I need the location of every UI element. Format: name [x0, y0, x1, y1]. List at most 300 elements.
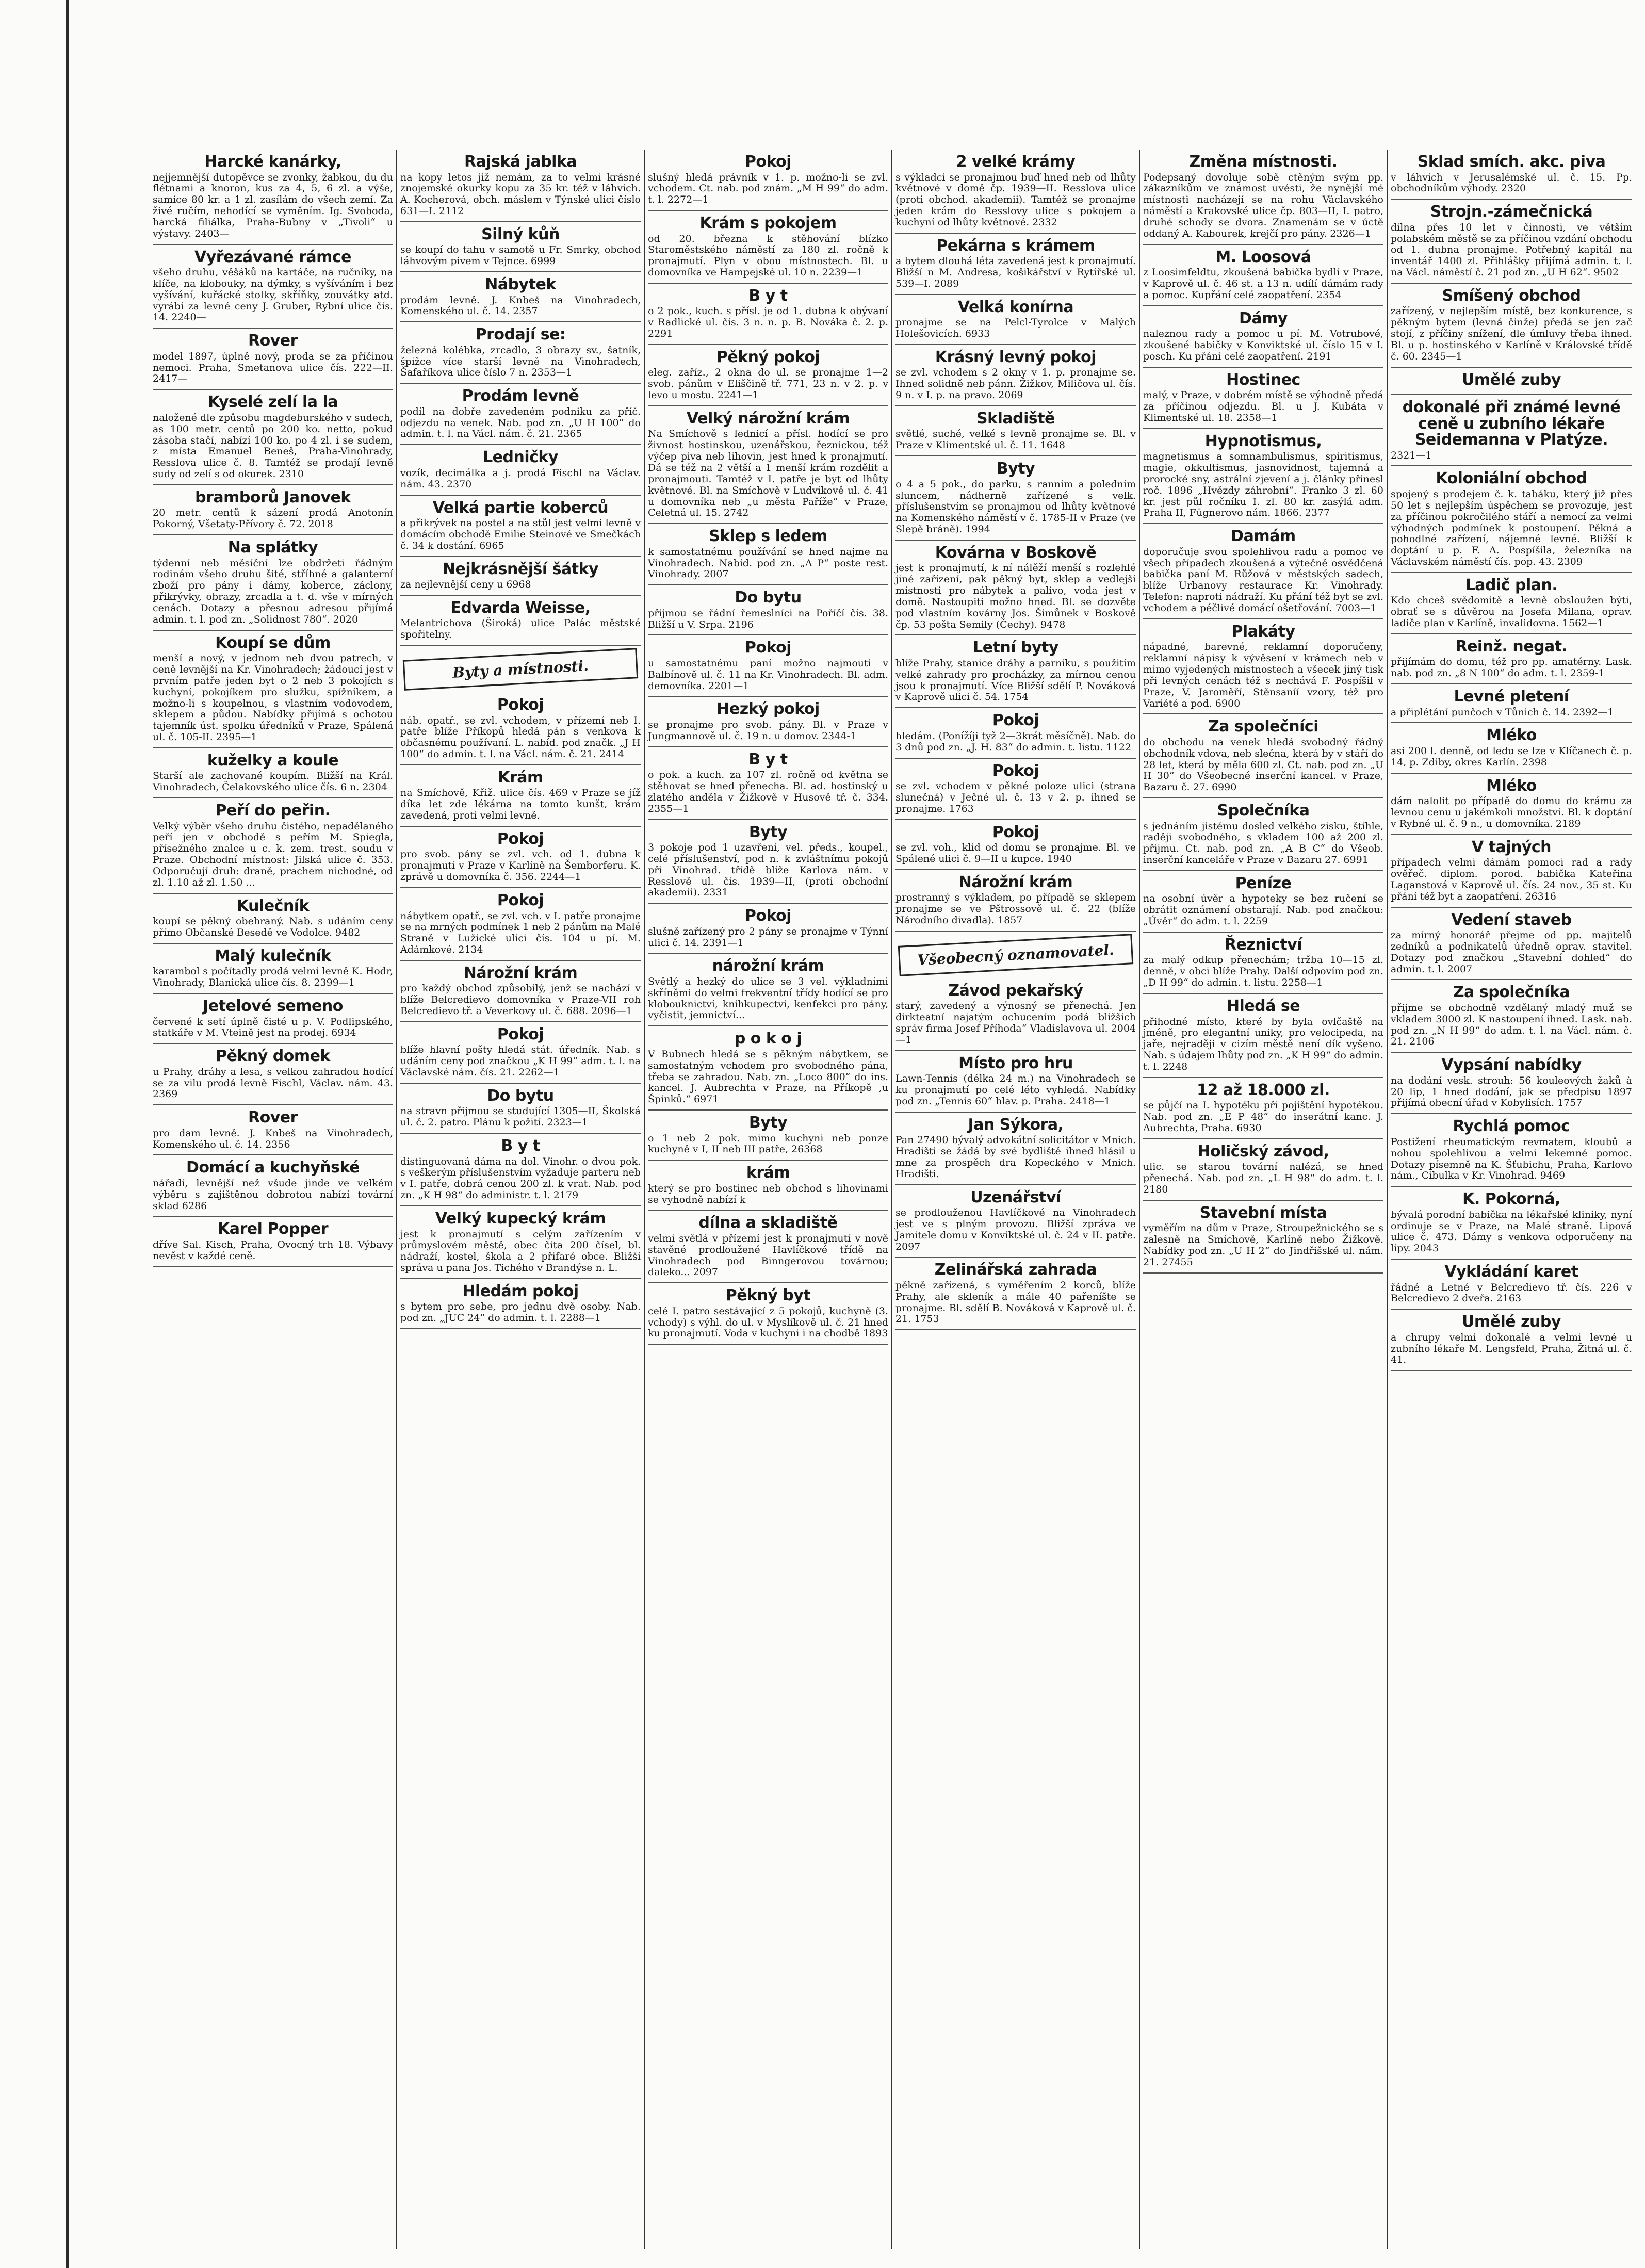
ad-text: Pan 27490 bývalý advokátní solicitátor v Mnich. Hradišti se žádá by své bydliště ihned hlásil u mne za prospěch dra Kopeckého v Mnich. Hradišti.	[895, 1134, 1136, 1180]
ad-text: distinguovaná dáma na dol. Vinohr. o dvou pok. s veškerým příslušenstvím vyžaduje parteru neb v I. patře, dobrá cenou 200 zl. k vrat. Nab. pod zn. „K H 98“ do administr. t. l. 2179	[400, 1155, 641, 1201]
ad-text: u samostatnému paní možno najmouti v Balbínově ul. č. 11 na Kr. Vinohradech. Bl. adm. demovníka. 2201—1	[648, 657, 888, 692]
ad-headline: K. Pokorná,	[1462, 1190, 1560, 1209]
ad-headline: Rover	[248, 1108, 298, 1127]
ad-headline: Plakáty	[1231, 622, 1295, 641]
ad-text: na dodání vesk. strouh: 56 kouleových žaků à 20 lip, 1 hned dodání, jak se předpisu 1897 přijímá obecní úřad v Kobylisích. 1757	[1391, 1074, 1632, 1109]
ad-headline: 2 velké krámy	[956, 153, 1076, 171]
ad-headline: Koupí se dům	[215, 633, 331, 652]
classified-ad	[400, 1084, 641, 1134]
classified-ad	[895, 1258, 1136, 1330]
ad-text: pěkně zařízená, s vyměřením 2 korců, blíže Prahy, ale skleník a mále 40 pařeníšte se pronajme. Bl. sdělí B. Nováková v Kaprově ul. č. 21. 1753	[895, 1279, 1136, 1325]
classified-ad	[648, 1283, 888, 1345]
ad-headline: Pokoj	[497, 1025, 544, 1043]
classified-ad	[153, 329, 393, 390]
classified-ad	[400, 557, 641, 596]
ad-headline: Stavební místa	[1199, 1203, 1327, 1222]
ad-text: Lawn-Tennis (délka 24 m.) na Vinohradech se ku pronajmutí po celé léto vyhledá. Nabídky pod zn. „Tennis 60“ hlav. p. Praha. 2418—1	[895, 1073, 1136, 1107]
ad-headline: bramborů Janovek	[195, 488, 351, 507]
ad-text: nábytkem opatř., se zvl. vch. v I. patře pronajme se na mrných podmínek 1 neb 2 pánům na Malé Straně v Lužické ulici čís. 104 u pí. M. Adámkové. 2134	[400, 910, 641, 956]
ad-headline: Letní byty	[973, 639, 1058, 657]
classified-ad	[153, 1217, 393, 1267]
ad-headline: Zelinářská zahrada	[934, 1261, 1097, 1279]
ad-headline: Hezký pokoj	[716, 700, 820, 719]
ad-text: k samostatnému používání se hned najme na Vinohradech. Nabíd. pod zn. „A P“ poste rest. Vinohrady. 2007	[648, 546, 888, 580]
ad-text: za malý odkup přenechám; tržba 10—15 zl. denně, v obci blíže Prahy. Další odpovím pod zn. „D H 99“ do admin. t. listu. 2258—1	[1143, 954, 1383, 989]
ad-text: na Smíchově, Křiž. ulice čís. 469 v Praze se jíž díka let zde lékárna na tomto kunšt, krám zavedená, proti velmi levně.	[400, 787, 641, 822]
ad-text: Světlý a hezký do ulice se 3 vel. výkladními skříněmi do velmi frekventní třídy hodící se pro klobouknictví, knihkupectví, kenfekci pro pány, vyčistit, jemnictví...	[648, 975, 888, 1021]
classified-ad	[1391, 980, 1632, 1053]
ad-text: s jednáním jistému dosled velkého zisku, štíhle, raději svobodného, s vkladem 100 až 200 zl. přijmu. Ct. nab. pod zn. „A B C“ do Všeob. inserční kanceláře v Praze v Bazaru 27. 6991	[1143, 820, 1383, 866]
ad-text: a přikrývek na postel a na stůl jest velmi levně v domácím obchodě Emilie Steinové ve Smečkách č. 34 k dostání. 6965	[400, 517, 641, 551]
ad-text: za nejlevnější ceny u 6968	[400, 579, 531, 591]
classified-ad	[1143, 714, 1383, 798]
ad-text: na osobní úvěr a hypoteky se bez ručení se obrátit oznámení obstarají. Nab. pod značkou: „Úvěr“ do adm. t. l. 2259	[1143, 893, 1383, 927]
classified-ad	[895, 456, 1136, 541]
classified-ad	[153, 944, 393, 994]
ad-headline: Byty	[748, 1114, 788, 1132]
ad-text: přijímám do domu, též pro pp. amatérny. Lask. nab. pod zn. „8 N 100“ do adm. t. l. 2359-1	[1391, 656, 1632, 679]
classified-ad	[1143, 1139, 1383, 1201]
classified-ad	[1391, 573, 1632, 634]
ad-text: se pronajme pro svob. pány. Bl. v Praze v Jungmannově ul. č. 19 n. u domov. 2344-1	[648, 719, 888, 742]
ad-text: doporučuje svou spolehlivou radu a pomoc ve všech případech zkoušená a výtečně osvědčená babička paní M. Růžová v městských sadech, blíže Urbanovy restaurace Kr. Vinohrady. Telefon: naproti nádraží. Ku přání též byt se zvl. vchodem a péčlivé domácí ošetřování. 7003—1	[1143, 546, 1383, 614]
page-fold-line	[66, 0, 69, 2268]
classified-ad	[895, 295, 1136, 345]
ad-text: nápadné, barevné, reklamní doporučeny, reklamní nápisy k vývěsení v krámech neb v mimo vyjedených místnostech a všecek jiný tisk při levných cenách též s nechává F. Pospíšil v Praze, V. Jaroměří, Stěnsaníí vzory, též pro Variété a pod. 6900	[1143, 641, 1383, 709]
ad-text: týdenní neb měsíční lze obdržeti řádným rodinám všeho druhu šité, stříhné a galanterní zboží pro pány i dámy, koberce, záclony, přikrývky, obrazy, zrcadla a t. d. vše v mírných cenách. Dotazy a přesnou adresou přijímá admin. t. l. pod zn. „Solidnost 780“. 2020	[153, 557, 393, 625]
classified-ad	[1143, 994, 1383, 1078]
classified-ad	[648, 345, 888, 406]
classified-ad	[153, 535, 393, 631]
classified-ad	[895, 345, 1136, 406]
column-4	[892, 150, 1140, 2249]
ad-headline: Karel Popper	[217, 1220, 329, 1238]
ad-text: magnetismus a somnambulismus, spiritismus, magie, okkultismus, jasnovidnost, tajemná a prorocké sny, astrální zjevení a j. články přinesl roč. 1896 „Hvězdy záhrobní“. Franko 3 zl. 60 kr. jest půl ročníku I. zl. 80 kr. zasýlá adm. Praha II, Fügnerovo nám. 1866. 2377	[1143, 451, 1383, 519]
classified-ad	[895, 870, 1136, 932]
classified-ad	[1391, 1187, 1632, 1260]
classified-ad	[1391, 368, 1632, 396]
ad-headline: Pokoj	[497, 891, 544, 909]
section-banner: Byty a místnosti.	[403, 648, 638, 691]
column-5	[1140, 150, 1388, 2249]
ad-text: červené k setí úplně čisté u p. V. Podlipského, statkáře v M. Vteině jest na prodej. 6934	[153, 1016, 393, 1039]
ad-text: starý, zavedený a výnosný se přenechá. Jen dirkteatní najatým ochucením podá bližších správ firma Josef Příhoda“ Vladislavova ul. 2004—1	[895, 1000, 1136, 1046]
ad-text: se prodlouženou Havlíčkové na Vinohradech jest ve s plným provozu. Bližší zpráva ve Jamitele domu v Konviktské ul. č. 24 v II. patře. 2097	[895, 1207, 1136, 1252]
classified-ad	[153, 894, 393, 944]
ad-headline: Pokoj	[992, 761, 1039, 780]
classified-ad	[648, 406, 888, 524]
classified-ad	[1143, 306, 1383, 368]
ad-headline: Závod pekařský	[948, 981, 1083, 1000]
ad-headline: Pokoj	[744, 153, 792, 171]
classified-ad	[153, 1044, 393, 1105]
classified-ad	[895, 820, 1136, 870]
classified-ad	[400, 961, 641, 1022]
classified-ad	[1143, 245, 1383, 306]
ad-text: spojený s prodejem č. k. tabáku, který již přes 50 let s nejlepším úspěchem se provozuje, jest za příčinou pokročilého stáří a nemocí za velmi výhodných podmínek k postoupení. Pěkná a pohodlné zařízení, nájemné levné. Bližší k doptání u p. F. A. Pospíšila, železníka na Václavském náměstí čís. pop. 43. 2309	[1391, 488, 1632, 568]
ad-text: pro každý obchod způsobilý, jenž se nachází v blíže Belcredievo domovníka v Praze-VII roh Belcredievo tř. a Veverkovy ul. č. 688. 2096—1	[400, 983, 641, 1017]
ad-headline: Hostinec	[1226, 370, 1300, 389]
classified-ad	[895, 234, 1136, 295]
classified-ad	[1391, 1114, 1632, 1187]
ad-headline: Umělé zuby	[1462, 370, 1561, 389]
ad-text: který se pro bostinec neb obchod s lihovinami se vyhodně nabízí k	[648, 1182, 888, 1205]
ad-headline: Za společníka	[1453, 983, 1570, 1002]
ad-text: prodám levně. J. Knbeš na Vinohradech, Komenského ul. č. 14. 2357	[400, 294, 641, 317]
ad-headline: Hledám pokoj	[462, 1282, 579, 1300]
ad-headline: Nárožní krám	[958, 873, 1073, 891]
classified-ad	[648, 284, 888, 345]
ad-headline: Pěkný pokoj	[716, 348, 820, 366]
ad-text: V Bubnech hledá se s pěkným nábytkem, se samostatným vchodem pro svobodného pána, třeba se zahradou. Nab. zn. „Loco 800“ do ins. kancel. J. Aubrechta v Praze, na Příkopě ,u Špinků.“ 6971	[648, 1048, 888, 1105]
ad-headline: Prodám levně	[462, 387, 579, 405]
ad-text: dílna přes 10 let v činnosti, ve větším polabském městě se za příčinou vzdání obchodu od 1. dubna pronajme. Potřebný kapitál na inventář 1400 zl. Přihlášky přijímá admin. t. l. na Václ. náměstí č. 21 pod zn. „U H 62“. 9502	[1391, 221, 1632, 279]
ad-text: jest k pronajmutí s celým zařízením v průmyslovém městě, obec číta 200 čísel, bl. nádraží, kostel, škola a 2 přifaré obce. Bližší správa u pana Jos. Tichého v Brandýse n. L.	[400, 1228, 641, 1274]
ad-text: s výkladci se pronajmou buď hned neb od lhůty květnové v domě čp. 1939—II. Resslova ulice (proti obchod. akademii). Tamtéž se pronajme jeden krám do Resslovy ulice s pokojem a kuchyní od lhůty květnové. 2332	[895, 171, 1136, 228]
ad-headline: dílna a skladiště	[698, 1214, 838, 1232]
ad-headline: Dámy	[1239, 309, 1288, 328]
classified-ad	[895, 635, 1136, 708]
ad-text: blíže Prahy, stanice dráhy a parníku, s použitím velké zahrady pro procházky, za mírnou cenou jsou k pronajmutí. Více Bližší sdělí P. Nováková v Kaprově ulici č. 54. 1754	[895, 657, 1136, 703]
classified-ad	[400, 496, 641, 557]
classified-ad	[400, 765, 641, 827]
ad-headline: Vedení staveb	[1451, 910, 1572, 929]
ad-text: pronajme se na Pelcl-Tyrolce v Malých Holešovicích. 6933	[895, 317, 1136, 340]
ad-headline: Ledničky	[483, 448, 558, 467]
ad-headline: Hypnotismus,	[1204, 432, 1322, 450]
ad-headline: nárožní krám	[712, 957, 824, 975]
classified-ad	[648, 150, 888, 211]
ad-text: a bytem dlouhá léta zavedená jest k pronajmutí. Bližší n M. Andresa, košikářství v Rytířské ul. 539—I. 2089	[895, 255, 1136, 289]
classified-ad	[1391, 634, 1632, 684]
classified-ad	[895, 406, 1136, 456]
classified-ad	[400, 1134, 641, 1206]
classified-ad	[1143, 150, 1383, 245]
ad-headline: Pokoj	[992, 711, 1039, 730]
column-2	[397, 150, 645, 2249]
classified-ad	[1391, 1310, 1632, 1371]
ad-text: Postižení rheumatickým revmatem, kloubů a nohou spolehlivou a velmi lekemné pomoc. Dotazy písemně na K. Šťubichu, Praha, Karlovo nám., Cibulka v Kr. Vinohrad. 9469	[1391, 1136, 1632, 1182]
ad-headline: Peníze	[1235, 874, 1292, 892]
classified-ad	[400, 222, 641, 272]
ad-text: vozík, decimálka a j. prodá Fischl na Václav. nám. 43. 2370	[400, 467, 641, 490]
ad-headline: Reinž. negat.	[1455, 637, 1568, 656]
ad-headline: Strojn.-zámečnická	[1430, 203, 1593, 221]
classified-ad	[648, 954, 888, 1026]
classified-ad	[153, 994, 393, 1044]
ad-text: světlé, suché, velké s levně pronajme se. Bl. v Praze v Klimentské ul. č. 11. 1648	[895, 428, 1136, 451]
classified-ad	[895, 1051, 1136, 1113]
ad-text: a chrupy velmi dokonalé a velmi levné u zubního lékaře M. Lengsfeld, Praha, Žitná ul. č. 41.	[1391, 1331, 1632, 1366]
ad-text: na kopy letos již nemám, za to velmi krásné znojemské okurky kopu za 35 kr. též v láhvích. A. Kocherová, obch. máslem v Týnské ulici číslo 631—I. 2112	[400, 171, 641, 217]
ad-headline: Mléko	[1486, 776, 1537, 795]
ad-headline: Společníka	[1217, 802, 1310, 820]
classified-ad	[648, 747, 888, 820]
classified-ad	[648, 635, 888, 697]
ad-text: Velký výběr všeho druhu čistého, nepadělaného peří jen v obchodě s peřím M. Spiegla, přísežného znalce u c. k. zem. trest. soudu v Praze. Obchodní místnost: Jilská ulice č. 353. Odporučují druh: draně, prachem nichodné, od zl. 1.10 až zl. 1.50 ...	[153, 820, 393, 888]
classified-ad	[153, 485, 393, 535]
ad-headline: Levné pletení	[1454, 688, 1569, 706]
ad-text: Na Smíchově s lednicí a přísl. hodící se pro živnost hostinskou, uzenářskou, řeznickou, též výčep piva neb lihovin, jest hned k pronajmutí. Dá se též na 2 větší a 1 menší krám rozdělit a pronajmouti. Tamtéž v I. patře je byt od lhůty květnové. Bl. na Smíchově v Ludvíkově ul. č. 41 u domovníka neb „u města Paříže“ v Praze, Celetná ul. 15. 2742	[648, 428, 888, 519]
ad-headline: Pěkný byt	[725, 1286, 811, 1305]
ad-text: vyměřím na dům v Praze, Stroupežnického se s zalesně na Smíchově, Karlíně nebo Žižkově. Nabídky pod zn. „U H 2“ do Jindřišské ul. nám. 21. 27455	[1143, 1222, 1383, 1268]
ad-headline: Vypsání nabídky	[1441, 1056, 1582, 1074]
ad-headline: Hledá se	[1226, 997, 1300, 1015]
classified-ad	[1391, 1053, 1632, 1114]
section-banner: Všeobecný oznamovatel.	[898, 934, 1133, 976]
classified-ad	[1391, 200, 1632, 284]
ad-headline: Na splátky	[227, 539, 318, 557]
ad-text: s bytem pro sebe, pro jednu dvě osoby. Nab. pod zn. „JUC 24“ do admin. t. l. 2288—1	[400, 1301, 641, 1324]
ad-text: a připlétání punčoch v Tůnich č. 14. 2392—1	[1391, 706, 1614, 718]
classified-ad	[648, 697, 888, 747]
ad-headline: M. Loosová	[1215, 248, 1311, 266]
ad-headline: Uzenářství	[970, 1188, 1061, 1206]
ad-text: slušný hledá právník v 1. p. možno-li se zvl. vchodem. Ct. nab. pod znám. „M H 99“ do adm. t. l. 2272—1	[648, 171, 888, 206]
ad-text: přijme se obchodně vzdělaný mladý muž se vkladem 3000 zl. K nastoupení ihned. Lask. nab. pod zn. „N H 99“ do adm. t. l. na Václ. nám. č. 21. 2106	[1391, 1002, 1632, 1048]
ad-headline: B y t	[501, 1137, 540, 1155]
ad-text: 3 pokoje pod 1 uzavření, vel. předs., koupel., celé příslušenství, pod n. k zvláštnímu pokojů při Vinohrad. třídě blíže Karlova nám. v Resslově ul. čís. 1939—II, (proti obchodní akademii). 2331	[648, 842, 888, 899]
ad-headline: Rover	[248, 332, 298, 350]
ad-headline: Nábytek	[485, 275, 556, 294]
ad-headline: Mléko	[1486, 726, 1537, 745]
ad-text: hledám. (Ponížíji tyž 2—3krát měsíčně). Nab. do 3 dnů pod zn. „J. H. 83“ do admin. t. listu. 1122	[895, 730, 1136, 753]
ad-text: do obchodu na venek hledá svobodný řádný obchodník vdova, neb slečna, která by v stáří do 28 let, která by měla 600 zl. Ct. nab. pod zn. „U H 30“ do Všeobecné inserční kancel. v Praze, Bazaru č. 27. 6990	[1143, 736, 1383, 793]
classified-ad	[1391, 835, 1632, 908]
ad-headline: Sklad smích. akc. piva	[1417, 153, 1606, 171]
ad-headline: Prodají se:	[475, 325, 566, 344]
ad-headline: Vyřezávané rámce	[194, 248, 351, 266]
ad-text: se zvl. vchodem v pěkné poloze ulici (strana slunečná) v Ječné ul. č. 13 v 2. p. ihned se pronajme. 1763	[895, 780, 1136, 814]
classified-ad	[1391, 395, 1632, 466]
classified-columns	[150, 150, 1635, 2249]
classified-ad	[1391, 723, 1632, 773]
ad-headline: p o k o j	[734, 1030, 802, 1048]
ad-text: o 2 pok., kuch. s přísl. je od 1. dubna k obývaní v Radlické ul. čís. 3 n. n. p. B. Nováka č. 2. p. 2291	[648, 305, 888, 340]
ad-text: velmi světlá v přízemí jest k pronajmutí v nově stavěné prodloužené Havlíčkové třídě na Vinohradech pod Binngerovou továrnou; daleko... 2097	[648, 1232, 888, 1278]
ad-headline: Jetelové semeno	[203, 997, 343, 1015]
ad-text: naleznou rady a pomoc u pí. M. Votrubové, zkoušené babičky v Konviktské ul. číslo 15 v I. posch. Ku přání celé zaopatření. 2191	[1143, 328, 1383, 362]
ad-text: menší a nový, v jednom neb dvou patrech, v ceně levnější na Kr. Vinohradech; žádoucí jest v prvním patře jeden byt o 2 neb 3 pokojích s kuchyní, pokojíkem pro služku, spížníkem, a možno-li s koupelnou, s vlastním vodovodem, sklepem a půdou. Nabídky přijímá s ochotou tajemník úst. spolku úředníků v Praze, Spálená ul. č. 105-II. 2395—1	[153, 652, 393, 743]
classified-ad	[895, 1185, 1136, 1258]
classified-ad	[400, 596, 641, 646]
classified-ad	[153, 748, 393, 798]
classified-ad	[400, 693, 641, 765]
ad-headline: Byty	[996, 460, 1035, 478]
ad-text: náb. opatř., se zvl. vchodem, v přízemí neb I. patře blíže Příkopů hledá pán s venkova k občasnému používaní. L. nabíd. pod značk. „J H 100“ do admin. t. l. na Václ. nám. č. 21. 2414	[400, 714, 641, 760]
ad-text: dříve Sal. Kisch, Praha, Ovocný trh 18. Výbavy nevěst v každé ceně.	[153, 1238, 393, 1262]
ad-text: Starší ale zachované koupím. Bližší na Král. Vinohradech, Čelakovského ulice čís. 6 n. 2304	[153, 770, 393, 793]
ad-text: dám nalolit po případě do domu do krámu za levnou cenu u jakémkoli množství. Bl. k doptání v Rybné ul. č. 9 n., u domovníka. 2189	[1391, 795, 1632, 829]
ad-text: všeho druhu, věšáků na kartáče, na ručníky, na klíče, na klobouky, na dýmky, s vyšíváním i bez vyšívání, kuřácké stolky, skříňky, zouvátky atd. vyrábí za levné ceny J. Gruber, Rybní ulice čís. 14. 2240—	[153, 267, 393, 323]
ad-text: o 1 neb 2 pok. mimo kuchyni neb ponze kuchyně v I, II neb III patře, 26368	[648, 1132, 888, 1155]
classified-ad	[1143, 933, 1383, 994]
classified-ad	[153, 631, 393, 748]
classified-ad	[648, 1026, 888, 1111]
classified-ad	[648, 1111, 888, 1161]
ad-text: v láhvích v Jerusalémské ul. č. 15. Pp. obchodníkům výhody. 2320	[1391, 171, 1632, 194]
ad-headline: Holičský závod,	[1197, 1142, 1329, 1161]
classified-ad	[153, 390, 393, 485]
ad-text: zařízený, v nejlepším místě, bez konkurence, s pěkným bytem (levná činže) předá se jen zač stojí, z příčiny snížení, dle úmluvy třeba ihned. Bl. u p. hostinského v Karlíně v Královské třídě č. 60. 2345—1	[1391, 305, 1632, 362]
classified-ad	[1391, 150, 1632, 200]
ad-text: eleg. zaříz., 2 okna do ul. se pronajme 1—2 svob. pánům v Eliščině tř. 771, 23 n. v 2. p. v levo u mostu. 2241—1	[648, 367, 888, 401]
ad-text: model 1897, úplně nový, proda se za příčinou nemoci. Praha, Smetanova ulice čís. 222—II. 2417—	[153, 350, 393, 385]
ad-text: od 20. března k stěhování blízko Staroměstského náměstí za 180 zl. ročně k pronajmutí. Plyn v obou místnostech. Bl. u domovníka ve Hampejské ul. 10 n. 2239—1	[648, 233, 888, 279]
ad-text: pro dam levně. J. Knbeš na Vinohradech, Komenského ul. č. 14. 2356	[153, 1127, 393, 1150]
ad-headline: Kyselé zelí la la	[208, 393, 338, 412]
classified-ad	[400, 827, 641, 888]
ad-headline: Za společníci	[1208, 717, 1318, 736]
ad-text: slušně zařízený pro 2 pány se pronajme v Týnní ulici č. 14. 2391—1	[648, 925, 888, 949]
ad-text: u Prahy, dráhy a lesa, s velkou zahradou hodící se za vilu prodá levně Fischl, Václav. nám. 43. 2369	[153, 1066, 393, 1100]
ad-headline: Krásný levný pokoj	[935, 348, 1097, 366]
ad-headline: Harcké kanárky,	[204, 153, 341, 171]
classified-ad	[895, 978, 1136, 1051]
ad-headline: Rychlá pomoc	[1453, 1117, 1570, 1136]
ad-headline: Malý kulečník	[215, 947, 331, 965]
ad-headline: Byty	[748, 823, 788, 841]
ad-headline: Do bytu	[735, 589, 802, 607]
ad-text: případech velmi dámám pomoci rad a rady ověřeč. diplom. porod. babička Kateřina Laganstová v Kaprově ul. čís. 24 nov., 35 st. Ku přání též byt a zaopatření. 26316	[1391, 857, 1632, 902]
ad-text: za mírný honorář přejme od pp. majitelů zedníků a podnikatelů úředně oprav. stavitel. Dotazy pod značkou „Stavební dohled“ do admin. t. l. 2007	[1391, 929, 1632, 975]
ad-headline: Edvarda Weisse,	[450, 598, 591, 617]
ad-headline: Pokoj	[744, 639, 792, 657]
ad-headline: Sklep s ledem	[709, 527, 827, 546]
ad-text: Podepsaný dovoluje sobě ctěným svým pp. zákazníkům ve známost uvésti, že nynější mé místnosti nacházejí se na rohu Václavského náměstí a Krakovské ulice čp. 803—II, I. patro, druhé schody se dvora. Znamenám se v úctě oddaný A. Kabourek, krejčí pro pány. 2326—1	[1143, 171, 1383, 239]
ad-headline: dokonalé při známé levné ceně u zubního lékaře Seidemanna v Platýze.	[1402, 398, 1621, 449]
ad-headline: Velký nárožní krám	[687, 409, 850, 428]
classified-ad	[1391, 908, 1632, 981]
classified-ad	[1143, 524, 1383, 619]
ad-text: asi 200 l. denně, od ledu se lze v Klíčanech č. p. 14, p. Zdiby, okres Karlín. 2398	[1391, 745, 1632, 768]
ad-headline: B y t	[748, 286, 788, 305]
ad-headline: Velká partie koberců	[432, 498, 609, 517]
ad-text: pro svob. pány se zvl. vch. od 1. dubna k pronajmutí v Praze v Karlíně na Šemborferu. K. zprávě u domovníka č. 356. 2244—1	[400, 849, 641, 883]
ad-headline: Změna místnosti.	[1189, 153, 1338, 171]
ad-headline: Silný kůň	[481, 225, 560, 243]
ad-headline: Nejkrásnější šátky	[442, 560, 599, 578]
classified-ad	[400, 1022, 641, 1084]
classified-ad	[1143, 429, 1383, 525]
ad-text: karambol s počítadly prodá velmi levně K. Hodr, Vinohrady, Blanická ulice čís. 8. 2399—1	[153, 966, 393, 989]
ad-text: Kdo chceš svědomitě a levně obsloužen býti, obrať se s důvěrou na Josefa Milana, oprav. ladiče plan v Karlíně, invalidovna. 1562—1	[1391, 595, 1632, 629]
ad-headline: Do bytu	[487, 1086, 554, 1105]
ad-text: se koupí do tahu v samotě u Fr. Smrky, obchod láhvovým pivem v Tejnce. 6999	[400, 244, 641, 267]
classified-ad	[1143, 619, 1383, 715]
ad-text: řádné a Letné v Belcredievo tř. čís. 226 v Belcredievo 2 dveřa. 2163	[1391, 1281, 1632, 1304]
classified-ad	[1143, 798, 1383, 871]
ad-headline: Řeznictví	[1224, 935, 1302, 954]
ad-headline: krám	[746, 1164, 790, 1182]
ad-headline: 12 až 18.000 zl.	[1197, 1081, 1330, 1099]
ad-text: se zvl. voh., klid od domu se pronajme. Bl. ve Spálené ulici č. 9—II u kupce. 1940	[895, 842, 1136, 864]
ad-headline: B y t	[748, 750, 788, 769]
ad-headline: Pokoj	[992, 823, 1039, 841]
ad-headline: Koloniální obchod	[1436, 469, 1587, 488]
ad-headline: Kovárna v Boskově	[935, 543, 1097, 562]
ad-headline: Pokoj	[744, 907, 792, 925]
classified-ad	[1391, 684, 1632, 723]
ad-text: přihodné místo, které by byla ovlčaště na jméně, pro elegantní uniky, pro velocipeda, na jaře, nejraději v cizím městě není dík vyšeno. Nab. s údajem lhůty pod zn. „K H 99“ do admin. t. l. 2248	[1143, 1016, 1383, 1072]
ad-text: bývalá porodní babička na lékařské kliniky, nyní ordinuje se v Praze, na Malé straně. Lipová ulice č. 473. Dámy s venkova odporučeny na lípy. 2043	[1391, 1209, 1632, 1254]
ad-text: o pok. a kuch. za 107 zl. ročně od května se stěhovat se hned přenecha. Bl. ad. hostinský u zlatého anděla v Žižkově v Husově tř. č. 334. 2355—1	[648, 769, 888, 814]
ad-text: podíl na dobře zavedeném podniku za příč. odjezdu na venek. Nab. pod zn. „U H 100“ do admin. t. l. na Václ. nám. č. 21. 2365	[400, 405, 641, 440]
classified-ad	[648, 1211, 888, 1283]
classified-ad	[1391, 284, 1632, 368]
classified-ad	[648, 904, 888, 954]
ad-headline: Velká konírna	[957, 298, 1074, 316]
classified-ad	[400, 888, 641, 961]
ad-text: jest k pronajmutí, k ní nálěží menší s rozlehlé jiné zařízení, pak pěkný byt, sklep a vedlejší místnosti pro nábytek a palivo, voda jest v domě. Nastoupiti možno hned. Bl. se dozvěte pod vlastním kovárny Jos. Šimůnek v Boskově čp. 53 pošta Semily (Čechy). 9478	[895, 562, 1136, 630]
ad-text: z Loosimfeldtu, zkoušená babička bydlí v Praze, v Kaprově ul. č. 46 st. a 13 n. udílí dámám rady a pomoc. Kupřání celé zaopatření. 2354	[1143, 267, 1383, 301]
ad-headline: Peří do peřin.	[215, 802, 331, 820]
ad-text: ulic. se starou tovární nalézá, se hned přenechá. Nab. pod zn. „L H 98“ do adm. t. l. 2180	[1143, 1161, 1383, 1195]
classified-ad	[153, 798, 393, 894]
classified-ad	[895, 541, 1136, 636]
classified-ad	[1391, 774, 1632, 835]
classified-ad	[1143, 1078, 1383, 1139]
ad-text: koupí se pěkný obehraný. Nab. s udáním ceny přímo Občanské Besedě ve Vodolce. 9482	[153, 916, 393, 938]
column-3	[645, 150, 892, 2249]
ad-text: 20 metr. centů k sázení prodá Anotonín Pokorný, Všetaty-Přívory č. 72. 2018	[153, 507, 393, 530]
ad-headline: kuželky a koule	[207, 751, 339, 770]
classified-ad	[1391, 1260, 1632, 1310]
classified-ad	[1391, 466, 1632, 573]
classified-ad	[648, 1161, 888, 1211]
classified-ad	[1143, 871, 1383, 933]
ad-headline: Domácí a kuchyňské	[186, 1159, 360, 1177]
ad-text: nejjemnější dutopěvce se zvonky, žabkou, du du flétnami a knoron, kus za 4, 5, 6 zl. a výše, samice 80 kr. a 1 zl. zasílám do všech zemí. Za živé ručím, nehodící se vyměním. Ig. Svoboda, harcká filiálka, Praha-Bubny v „Tivoli“ u výstavy. 2403—	[153, 171, 393, 239]
ad-text: prostranný s výkladem, po případě se sklepem pronajme se ve Pštrossově ul. č. 22 (blíže Národního divadla). 1857	[895, 892, 1136, 926]
ad-headline: Pokoj	[497, 829, 544, 848]
classified-ad	[153, 1105, 393, 1155]
ad-text: Melantrichova (Široká) ulice Palác městské spořitelny.	[400, 617, 641, 641]
ad-headline: Smíšený obchod	[1442, 286, 1581, 305]
classified-ad	[895, 1113, 1136, 1185]
ad-text: blíže hlavní pošty hledá stát. úředník. Nab. s udáním ceny pod značkou „K H 99“ adm. t. l. na Václavské nám. čís. 21. 2262—1	[400, 1044, 641, 1079]
ad-headline: Ladič plan.	[1465, 576, 1558, 594]
ad-text: železná kolébka, zrcadlo, 3 obrazy sv., šatník, špižce více starší levně na Vinohradech, Šafaříkova ulice číslo 7 n. 2353—1	[400, 344, 641, 379]
ad-headline: Nárožní krám	[463, 964, 578, 982]
ad-text: malý, v Praze, v dobrém místě se výhodně předá za příčinou odjezdu. Bl. u J. Kubáta v Klimentské ul. 18. 2358—1	[1143, 389, 1383, 423]
classified-ad	[648, 524, 888, 585]
classified-ad	[153, 1155, 393, 1217]
ad-headline: Kulečník	[236, 896, 310, 915]
ad-headline: Krám	[498, 768, 543, 787]
ad-headline: Pěkný domek	[216, 1047, 330, 1066]
ad-text: se zvl. vchodem s 2 okny v 1. p. pronajme se. Ihned solidně neb pánn. Žižkov, Miličova ul. čís. 9 n. v I. p. na pravo. 2069	[895, 367, 1136, 401]
ad-text: přijmou se řádní řemeslníci na Poříčí čís. 38. Bližší u V. Srpa. 2196	[648, 607, 888, 630]
ad-headline: V tajných	[1471, 838, 1552, 856]
ad-text: na stravn přijmou se studující 1305—II, Školská ul. č. 2. patro. Plánu k požití. 2323—1	[400, 1105, 641, 1129]
ad-text: 2321—1	[1391, 449, 1432, 461]
classified-ad	[400, 322, 641, 384]
classified-ad	[895, 708, 1136, 758]
ad-text: celé I. patro sestávající z 5 pokojů, kuchyně (3. vchody) s výhl. do ul. v Myslíkově ul. č. 21 hned ku pronajmutí. Voda v kuchyni i na chodbě 1893	[648, 1305, 888, 1340]
ad-headline: Jan Sýkora,	[968, 1115, 1064, 1134]
classified-ad	[895, 150, 1136, 234]
ad-headline: Pokoj	[497, 696, 544, 714]
ad-headline: Pekárna s krámem	[936, 236, 1095, 255]
ad-text: o 4 a 5 pok., do parku, s ranním a poledním sluncem, nádherně zařízené s velk. příslušenstvím se pronajmou od lhůty květnové na Komenského náměstí v č. 1785-II v Praze (ve Slepě bráně). 1994	[895, 478, 1136, 535]
classified-ad	[400, 1206, 641, 1279]
classified-ad	[648, 820, 888, 904]
classified-ad	[153, 245, 393, 329]
ad-headline: Umělé zuby	[1462, 1313, 1561, 1331]
ad-headline: Místo pro hru	[958, 1054, 1073, 1072]
classified-ad	[1143, 368, 1383, 429]
